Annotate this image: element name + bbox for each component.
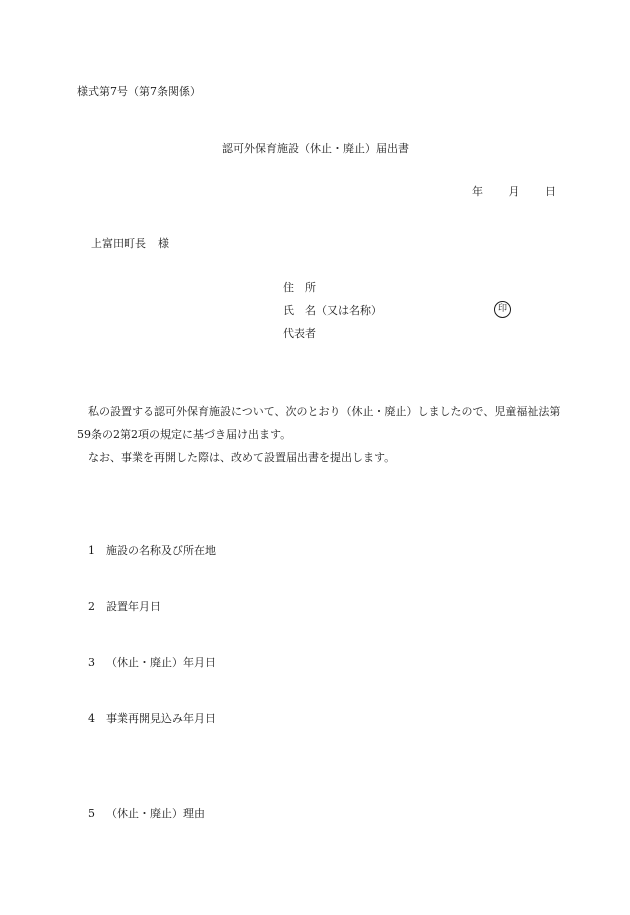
item-number: 3 <box>88 656 95 669</box>
body-paragraph-1: 私の設置する認可外保育施設について、次のとおり（休止・廃止）しましたので、児童福祉法第59条の2第2項の規定に基づき届け出ます。 <box>77 405 561 441</box>
list-item <box>88 543 216 558</box>
item-label: （休止・廃止）理由 <box>106 807 205 820</box>
applicant-representative-row <box>283 326 382 349</box>
item-number: 1 <box>88 544 95 557</box>
list-item <box>88 711 216 726</box>
item-label: （休止・廃止）年月日 <box>106 656 216 669</box>
addressee-honorific: 様 <box>158 237 169 250</box>
applicant-address-row <box>283 280 382 303</box>
list-item <box>88 599 161 614</box>
item-label: 事業再開見込み年月日 <box>106 712 216 725</box>
item-label: 設置年月日 <box>106 600 161 613</box>
representative-label: 代表者 <box>283 327 316 340</box>
addressee <box>91 236 169 251</box>
applicant-block <box>283 280 382 349</box>
applicant-name-row <box>283 303 382 326</box>
list-item <box>88 655 216 670</box>
date-year: 年 <box>472 185 483 198</box>
name-label: 氏 名（又は名称） <box>283 304 382 317</box>
address-label: 住 所 <box>283 281 316 294</box>
item-number: 4 <box>88 712 95 725</box>
body-paragraph-2: なお、事業を再開した際は、改めて設置届出書を提出します。 <box>88 451 396 464</box>
item-number: 2 <box>88 600 95 613</box>
item-number: 5 <box>88 807 95 820</box>
document-title: 認可外保育施設（休止・廃止）届出書 <box>222 142 409 155</box>
list-item <box>88 806 205 821</box>
form-number: 様式第7号（第7条関係） <box>77 85 201 98</box>
addressee-name: 上富田町長 <box>91 237 146 250</box>
body-text <box>77 400 567 469</box>
date-line <box>472 184 556 199</box>
date-day: 日 <box>545 185 556 198</box>
item-label: 施設の名称及び所在地 <box>106 544 216 557</box>
date-month: 月 <box>508 185 520 198</box>
seal-mark: 印 <box>494 301 511 318</box>
